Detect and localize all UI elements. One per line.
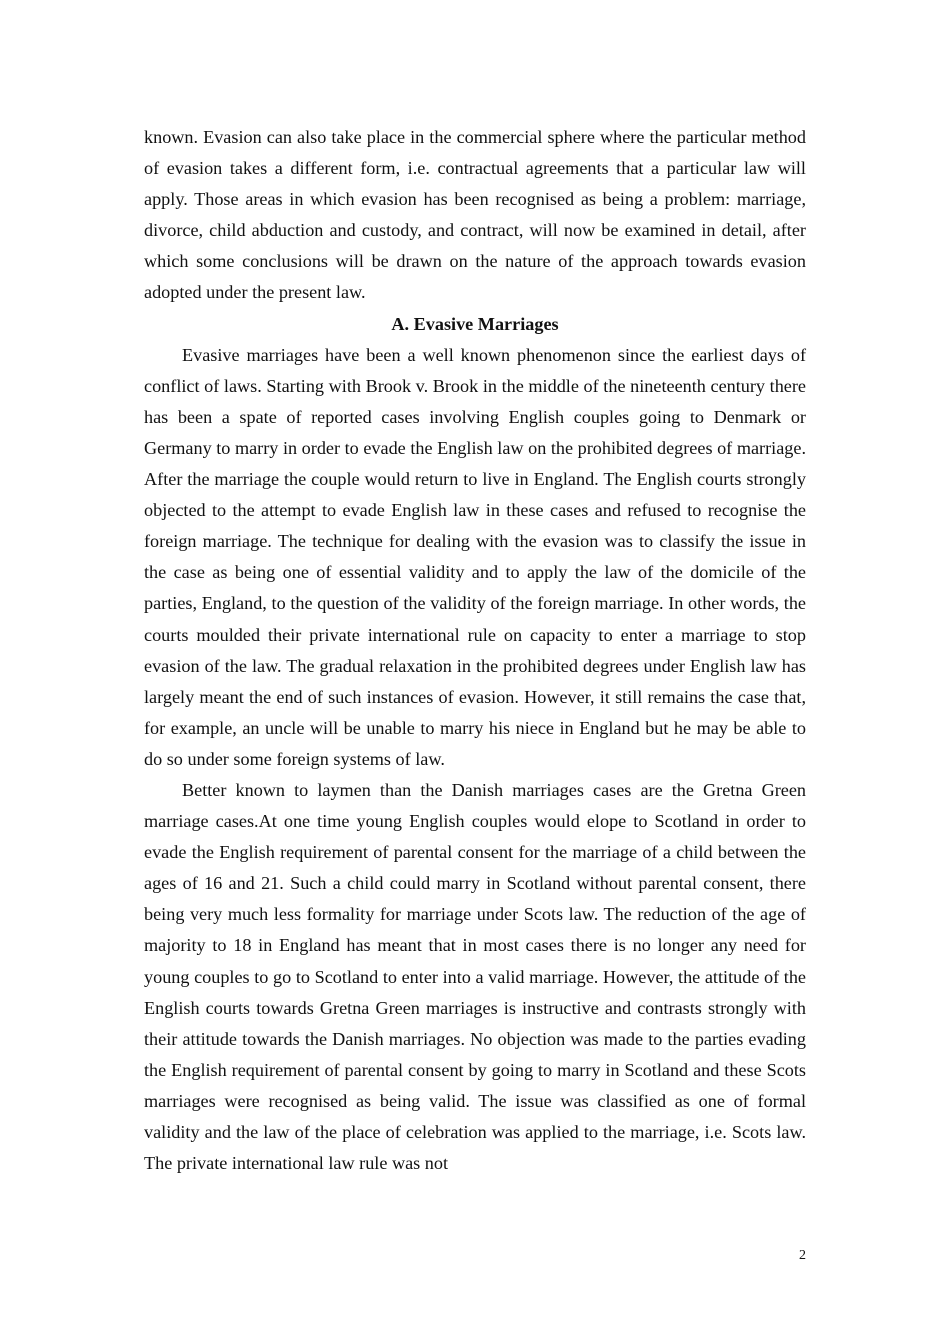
paragraph-gretna-green: Better known to laymen than the Danish marriages cases are the Gretna Green marriage cases.At one time young English couples would elope to Scotland in order to evade the English requirement of parental consent for the marriage of a child between the ages of 16 and 21. Such a child could marry in Scotland without parental consent, there being very much less formality for marriage under Scots law. The reduction of the age of majority to 18 in England has meant that in most cases there is no longer any need for young couples to go to Scotland to enter into a valid marriage. However, the attitude of the English courts towards Gretna Green marriages is instructive and contrasts strongly with their attitude towards the Danish marriages. No objection was made to the parties evading the English requirement of parental consent by going to marry in Scotland and these Scots marriages were recognised as being valid. The issue was classified as one of formal validity and the law of the place of celebration was applied to the marriage, i.e. Scots law. The private international law rule was not <box>144 779 806 1174</box>
paragraph-evasive-marriages: Evasive marriages have been a well known phenomenon since the earliest days of conflict of laws. Starting with Brook v. Brook in the middle of the nineteenth century there has been a spate of reported cases involving English couples going to Denmark or Germany to marry in order to evade the English law on the prohibited degrees of marriage. After the marriage the couple would return to live in England. The English courts strongly objected to the attempt to evade English law in these cases and refused to recognise the foreign marriage. The technique for dealing with the evasion was to classify the issue in the case as being one of essential validity and to apply the law of the domicile of the parties, England, to the question of the validity of the foreign marriage. In other words, the courts moulded their private international rule on capacity to enter a marriage to stop evasion of the law. The gradual relaxation in the prohibited degrees under English law has largely meant the end of such instances of evasion. However, it still remains the case that, for example, an uncle will be unable to marry his niece in England but he may be able to do so under some foreign systems of law. <box>144 344 806 769</box>
page-number: 2 <box>799 1248 806 1263</box>
section-heading: A. Evasive Marriages <box>391 313 559 334</box>
intro-paragraph: known. Evasion can also take place in the commercial sphere where the particular method of evasion takes a different form, i.e. contractual agreements that a particular law will apply. Those areas in which evasion has been recognised as being a problem: marriage, divorce, child abduction and custody, and contract, will now be examined in detail, after which some conclusions will be drawn on the nature of the approach towards evasion adopted under the present law. <box>144 127 806 303</box>
document-body <box>144 122 806 1179</box>
